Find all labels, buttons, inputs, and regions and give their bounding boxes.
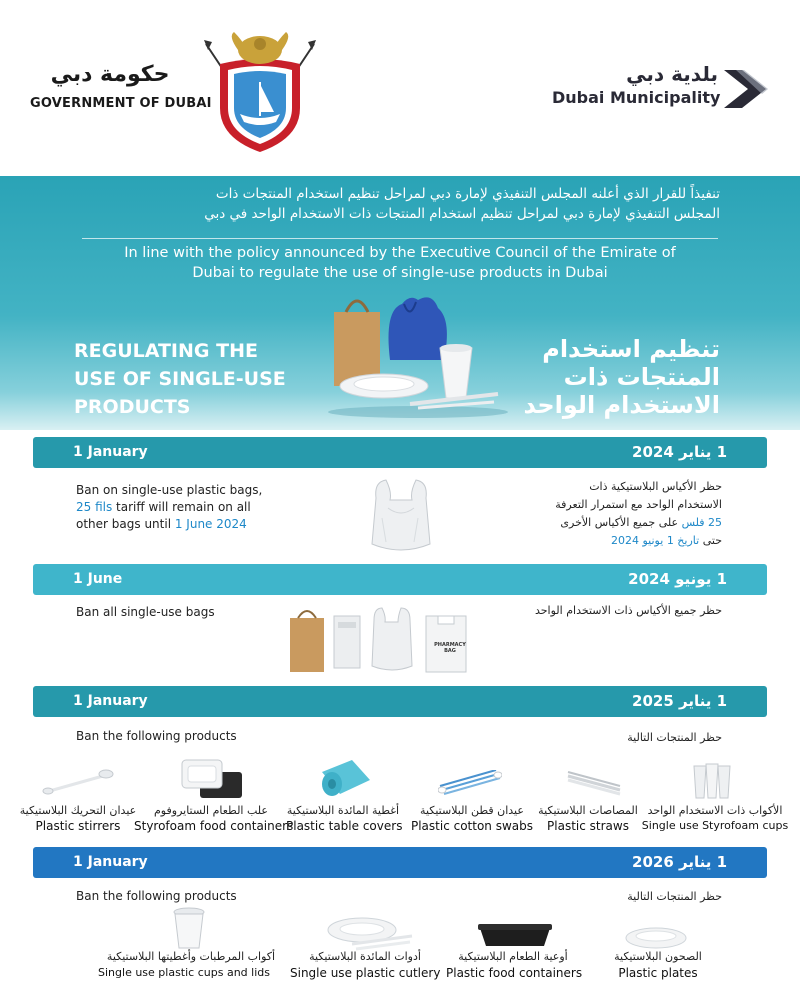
phase-3-date-en: 1 January — [73, 693, 148, 709]
phase-2-date-bar — [33, 564, 767, 595]
item-food-containers-ar: أوعية الطعام البلاستيكية — [458, 950, 568, 963]
phase-1-en-date: 1 June 2024 — [174, 517, 247, 531]
plastic-cutlery-icon — [322, 912, 416, 952]
banner-divider — [82, 238, 718, 239]
item-cups-lids-en: Single use plastic cups and lids — [98, 966, 270, 979]
item-cutlery-ar: أدوات المائدة البلاستيكية — [309, 950, 421, 963]
title-arabic — [520, 335, 720, 419]
plastic-food-container-icon — [476, 922, 554, 948]
dubai-municipality-label: Dubai Municipality — [552, 88, 721, 107]
phase-2-date-ar: 1 يونيو 2024 — [628, 570, 727, 588]
item-cups-lids-ar: أكواب المرطبات وأغطيتها البلاستيكية — [106, 950, 276, 963]
item-styrofoam-cups-ar: الأكواب ذات الاستخدام الواحد — [647, 804, 783, 817]
dubai-municipality-logo-icon — [722, 68, 772, 110]
government-of-dubai-label: GOVERNMENT OF DUBAI — [30, 96, 212, 111]
phase-3-arabic-text: حظر المنتجات التالية — [627, 731, 722, 744]
item-cutlery-en: Single use plastic cutlery — [290, 966, 441, 980]
phase-1-en-fils: 25 fils — [76, 500, 113, 514]
item-styrofoam-containers-en: Styrofoam food containers — [134, 819, 294, 833]
phase-1-en-line1: Ban on single-use plastic bags, — [76, 483, 263, 497]
title-arabic-line2: المنتجات ذات — [563, 363, 720, 391]
plastic-cup-lid-icon — [172, 906, 206, 950]
phase-1-date-en: 1 January — [73, 444, 148, 460]
item-styrofoam-cups-en: Single use Styrofoam cups — [641, 819, 789, 832]
phase-1-arabic-text — [520, 478, 722, 550]
title-arabic-line1: تنظيم استخدام — [542, 335, 720, 363]
item-plastic-stirrers-en: Plastic stirrers — [35, 819, 121, 833]
banner-english-line2: Dubai to regulate the use of single-use products in Dubai — [192, 265, 608, 281]
plastic-bag-icon — [368, 478, 434, 554]
phase-1-ar-line4: حتى — [699, 534, 722, 547]
item-table-covers-en: Plastic table covers — [286, 819, 403, 833]
item-straws-ar: المصاصات البلاستيكية — [538, 804, 638, 817]
phase-1-ar-date: تاريخ 1 يونيو 2024 — [611, 534, 700, 547]
styrofoam-container-icon — [178, 758, 246, 800]
phase-1-ar-line2: الاستخدام الواحد مع استمرار التعرفة — [555, 498, 722, 511]
plastic-plate-icon — [624, 922, 688, 950]
item-styrofoam-containers-ar: علب الطعام الستايروفوم — [154, 804, 268, 817]
phase-1-ar-fils: 25 فلس — [681, 516, 722, 529]
phase-4-date-ar: 1 يناير 2026 — [632, 853, 727, 871]
banner-english-text — [60, 243, 740, 283]
dubai-emblem-icon — [198, 30, 322, 156]
banner-arabic-line1: تنفيذاً للقرار الذي أعلنه المجلس التنفيذي لإمارة دبي لمراحل تنظيم استخدام المنتجات ذات — [215, 186, 720, 202]
phase-1-date-ar: 1 يناير 2024 — [632, 443, 727, 461]
phase-1-english-text — [76, 482, 276, 533]
title-english — [74, 337, 304, 421]
plastic-stirrer-icon — [38, 766, 118, 798]
banner-arabic-text — [60, 184, 720, 224]
title-english-line3: PRODUCTS — [74, 396, 191, 418]
phase-1-ar-line1: حظر الأكياس البلاستيكية ذات — [589, 480, 722, 493]
phase-4-arabic-text: حظر المنتجات التالية — [627, 890, 722, 903]
single-use-bags-icon — [286, 606, 472, 674]
phase-3-date-bar — [33, 686, 767, 717]
title-english-line1: REGULATING THE — [74, 340, 258, 362]
cotton-swab-icon — [438, 770, 502, 796]
banner-arabic-line2: المجلس التنفيذي لإمارة دبي لمراحل تنظيم استخدام المنتجات ذات الاستخدام الواحد في دبي — [204, 206, 720, 222]
dubai-municipality-arabic: بلدية دبي — [626, 62, 718, 86]
phase-1-date-bar — [33, 437, 767, 468]
phase-4-english-text: Ban the following products — [76, 889, 237, 903]
item-plates-ar: الصحون البلاستيكية — [614, 950, 702, 963]
phase-4-date-en: 1 January — [73, 854, 148, 870]
phase-2-english-text: Ban all single-use bags — [76, 605, 215, 619]
item-straws-en: Plastic straws — [547, 819, 629, 833]
phase-1-en-line3: other bags until — [76, 517, 175, 531]
item-cotton-swabs-ar: عيدان قطن البلاستيكية — [420, 804, 524, 817]
banner-english-line1: In line with the policy announced by the Executive Council of the Emirate of — [124, 245, 676, 261]
phase-3-date-ar: 1 يناير 2025 — [632, 692, 727, 710]
phase-2-date-en: 1 June — [73, 571, 123, 587]
phase-2-arabic-text: حظر جميع الأكياس ذات الاستخدام الواحد — [534, 604, 722, 617]
item-table-covers-ar: أغطية المائدة البلاستيكية — [286, 804, 400, 817]
government-of-dubai-arabic: حكومة دبي — [50, 62, 170, 87]
item-plates-en: Plastic plates — [618, 966, 698, 980]
single-use-products-illustration — [318, 290, 518, 420]
phase-4-date-bar — [33, 847, 767, 878]
phase-1-ar-line3: على جميع الأكياس الأخرى — [560, 516, 682, 529]
item-food-containers-en: Plastic food containers — [446, 966, 583, 980]
item-plastic-stirrers-ar: عيدان التحريك البلاستيكية — [19, 804, 137, 817]
title-arabic-line3: الاستخدام الواحد — [523, 391, 720, 419]
item-cotton-swabs-en: Plastic cotton swabs — [410, 819, 534, 833]
styrofoam-cup-icon — [690, 762, 734, 800]
plastic-table-cover-icon — [318, 758, 374, 798]
phase-3-english-text: Ban the following products — [76, 729, 237, 743]
pharmacy-bag-label: PHARMACY BAG — [434, 642, 466, 654]
phase-1-en-line2: tariff will remain on all — [112, 500, 251, 514]
title-english-line2: USE OF SINGLE-USE — [74, 368, 286, 390]
plastic-straw-icon — [566, 770, 622, 796]
